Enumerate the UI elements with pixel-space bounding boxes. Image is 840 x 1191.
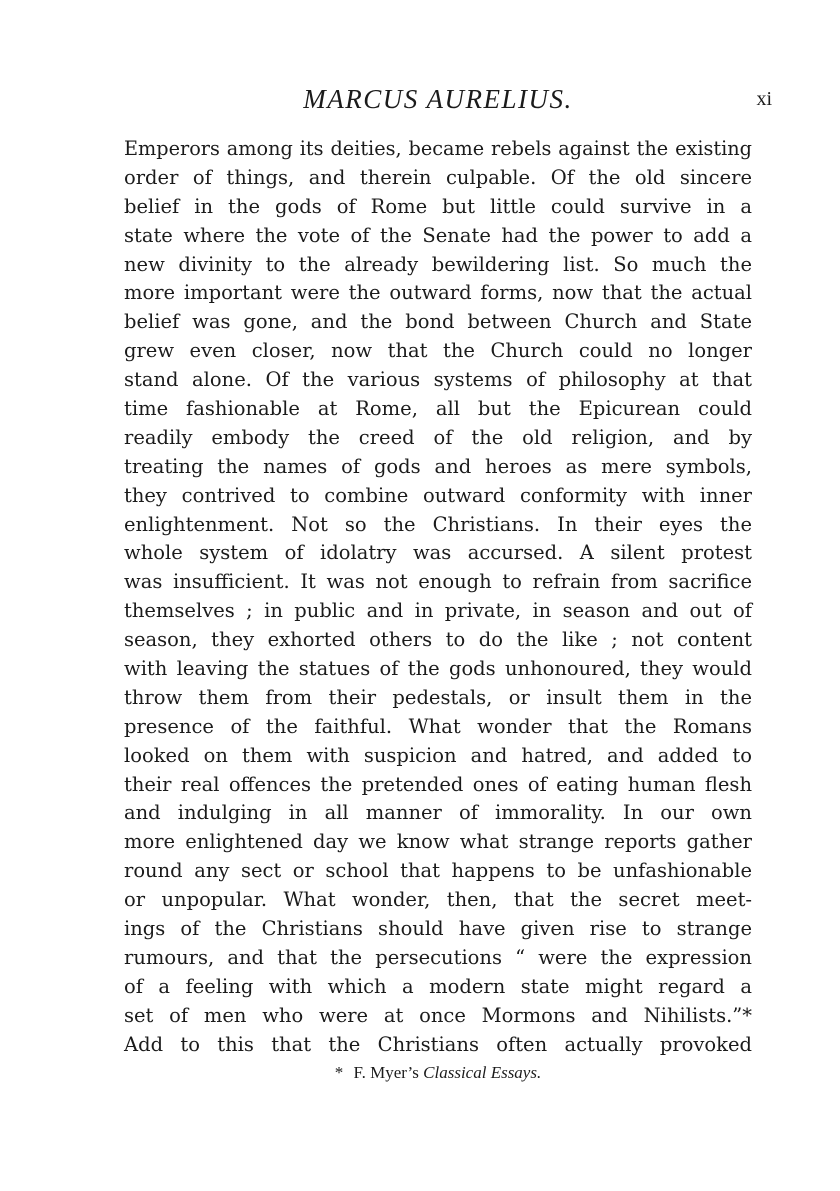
text-line: stand alone. Of the various systems of philosophy at that [124, 368, 752, 392]
text-line: treating the names of gods and heroes as mere symbols, [124, 454, 752, 478]
text-line: set of men who were at once Mormons and Nihilists.”* [124, 1003, 752, 1027]
running-title: MARCUS AURELIUS. [303, 84, 573, 114]
text-line: state where the vote of the Senate had the power to add a [124, 223, 752, 247]
text-line: looked on them with suspicion and hatred, and added to [124, 743, 752, 767]
text-line: Emperors among its deities, became rebels against the existing [124, 137, 752, 160]
text-line: was insufficient. It was not enough to refrain from sacrifice [124, 570, 752, 594]
text-line: presence of the faithful. What wonder that the Romans [124, 714, 752, 738]
text-line: season, they exhorted others to do the like ; not content [124, 628, 752, 652]
running-head [124, 84, 772, 118]
text-line: whole system of idolatry was accursed. A silent protest [124, 541, 752, 565]
text-line: ings of the Christians should have given rise to strange [124, 917, 752, 941]
text-line: grew even closer, now that the Church could no longer [124, 339, 752, 363]
text-line: belief was gone, and the bond between Church and State [124, 310, 752, 334]
text-line: order of things, and therein culpable. Of the old sincere [124, 165, 752, 189]
page-number: xi [756, 88, 772, 110]
footnote-mark: * [334, 1063, 344, 1082]
footnote-title: Classical Essays. [423, 1063, 542, 1082]
text-line: Add to this that the Christians often actually provoked [124, 1032, 752, 1056]
footnote-author: F. Myer’s [353, 1063, 419, 1082]
text-line: more enlightened day we know what strange reports gather [124, 830, 752, 854]
text-line: they contrived to combine outward conformity with inner [124, 483, 752, 507]
text-line: enlightenment. Not so the Christians. In their eyes the [124, 512, 752, 536]
text-line: new divinity to the already bewildering list. So much the [124, 252, 752, 276]
text-line: more important were the outward forms, now that the actual [124, 281, 752, 305]
text-line: belief in the gods of Rome but little could survive in a [124, 194, 752, 218]
text-line: themselves ; in public and in private, in season and out of [124, 599, 752, 623]
body-text [124, 135, 752, 1060]
text-line: round any sect or school that happens to be unfashionable [124, 859, 752, 883]
text-line: or unpopular. What wonder, then, that the secret meet- [124, 888, 752, 912]
text-line: throw them from their pedestals, or insult them in the [124, 685, 752, 709]
text-line: with leaving the statues of the gods unhonoured, they would [124, 657, 752, 681]
text-line: and indulging in all manner of immorality. In our own [124, 801, 752, 825]
text-line: their real offences the pretended ones of eating human flesh [124, 772, 752, 796]
footnote [124, 1063, 752, 1083]
text-line: readily embody the creed of the old religion, and by [124, 425, 752, 449]
text-line: time fashionable at Rome, all but the Epicurean could [124, 397, 752, 421]
text-line: of a feeling with which a modern state might regard a [124, 974, 752, 998]
text-line: rumours, and that the persecutions “ were the expression [124, 945, 752, 969]
